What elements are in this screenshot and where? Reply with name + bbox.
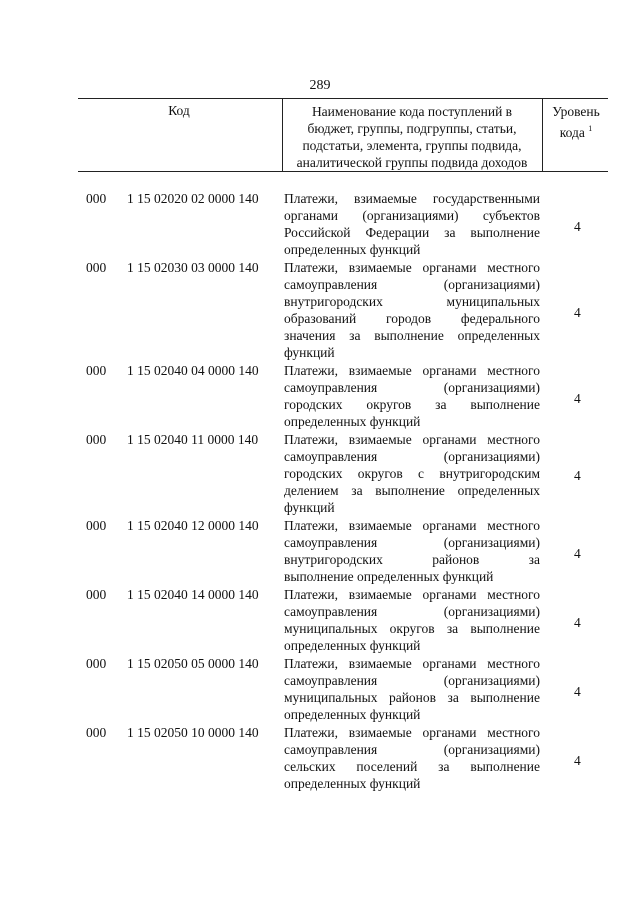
revenue-name: [284, 586, 540, 654]
revenue-code: 1 15 02040 04 0000 140: [127, 363, 259, 378]
code-level: 4: [574, 546, 581, 561]
revenue-name-line: Платежи, взимаемые органами местного: [284, 518, 540, 533]
revenue-name-line: Платежи, взимаемые государственными: [284, 191, 540, 206]
revenue-name-line: образований городов федерального: [284, 311, 540, 326]
column-divider: [282, 99, 283, 171]
revenue-code: 1 15 02050 10 0000 140: [127, 725, 259, 740]
revenue-name-line: самоуправления (организациями): [284, 449, 540, 464]
revenue-name-line: Платежи, взимаемые органами местного: [284, 260, 540, 275]
revenue-name-line: выполнение определенных функций: [284, 569, 494, 584]
revenue-name-line: органами (организациями) субъектов: [284, 208, 540, 223]
revenue-name-line: Платежи, взимаемые органами местного: [284, 363, 540, 378]
revenue-name-line: определенных функций: [284, 707, 421, 722]
revenue-name-line: определенных функций: [284, 242, 421, 257]
header-level-line: [544, 120, 608, 141]
revenue-name-line: функций: [284, 500, 335, 515]
header-level: [544, 103, 608, 141]
page-number: 289: [309, 78, 331, 93]
header-level-line: Уровень: [552, 104, 600, 119]
revenue-name: [284, 190, 540, 258]
revenue-code: 1 15 02030 03 0000 140: [127, 260, 259, 275]
revenue-name-line: делением за выполнение определенных: [284, 483, 540, 498]
revenue-name-line: функций: [284, 345, 335, 360]
table-header: [78, 98, 608, 172]
revenue-name-line: Платежи, взимаемые органами местного: [284, 656, 540, 671]
revenue-name: [284, 517, 540, 585]
revenue-name-line: самоуправления (организациями): [284, 673, 540, 688]
header-name: [284, 103, 540, 171]
admin-code: 000: [86, 260, 107, 275]
revenue-name-line: Российской Федерации за выполнение: [284, 225, 540, 240]
revenue-name: [284, 259, 540, 361]
revenue-name-line: самоуправления (организациями): [284, 604, 540, 619]
header-name-line: аналитической группы подвида доходов: [296, 155, 528, 170]
admin-code: 000: [86, 587, 107, 602]
revenue-name: [284, 724, 540, 792]
admin-code: 000: [86, 363, 107, 378]
revenue-name-line: городских округов с внутригородским: [284, 466, 540, 481]
revenue-name: [284, 362, 540, 430]
revenue-name-line: определенных функций: [284, 776, 421, 791]
admin-code: 000: [86, 432, 107, 447]
revenue-code: 1 15 02040 14 0000 140: [127, 587, 259, 602]
column-divider: [542, 99, 543, 171]
admin-code: 000: [86, 656, 107, 671]
header-code: Код: [168, 103, 190, 118]
header-name-line: Наименование кода поступлений в: [311, 104, 513, 119]
revenue-name-line: самоуправления (организациями): [284, 277, 540, 292]
code-level: 4: [574, 219, 581, 234]
code-level: 4: [574, 615, 581, 630]
revenue-name-line: муниципальных округов за выполнение: [284, 621, 540, 636]
revenue-name-line: муниципальных районов за выполнение: [284, 690, 540, 705]
code-level: 4: [574, 468, 581, 483]
revenue-name-line: Платежи, взимаемые органами местного: [284, 587, 540, 602]
code-level: 4: [574, 305, 581, 320]
code-level: 4: [574, 753, 581, 768]
header-level-label: кода: [559, 125, 585, 140]
revenue-name: [284, 655, 540, 723]
revenue-name-line: самоуправления (организациями): [284, 535, 540, 550]
code-level: 4: [574, 684, 581, 699]
revenue-code: 1 15 02020 02 0000 140: [127, 191, 259, 206]
revenue-code: 1 15 02050 05 0000 140: [127, 656, 259, 671]
revenue-name-line: самоуправления (организациями): [284, 742, 540, 757]
admin-code: 000: [86, 518, 107, 533]
revenue-name-line: значения за выполнение определенных: [284, 328, 540, 343]
revenue-code: 1 15 02040 11 0000 140: [127, 432, 259, 447]
revenue-name-line: городских округов за выполнение: [284, 397, 540, 412]
revenue-name-line: Платежи, взимаемые органами местного: [284, 432, 540, 447]
admin-code: 000: [86, 725, 107, 740]
revenue-name-line: определенных функций: [284, 414, 421, 429]
admin-code: 000: [86, 191, 107, 206]
revenue-name: [284, 431, 540, 516]
revenue-code: 1 15 02040 12 0000 140: [127, 518, 259, 533]
header-name-line: подстатьи, элемента, группы подвида,: [302, 138, 522, 153]
revenue-name-line: определенных функций: [284, 638, 421, 653]
revenue-name-line: сельских поселений за выполнение: [284, 759, 540, 774]
revenue-name-line: Платежи, взимаемые органами местного: [284, 725, 540, 740]
footnote-marker: 1: [588, 124, 593, 133]
header-name-line: бюджет, группы, подгруппы, статьи,: [307, 121, 517, 136]
revenue-name-line: внутригородских муниципальных: [284, 294, 540, 309]
revenue-name-line: самоуправления (организациями): [284, 380, 540, 395]
revenue-name-line: внутригородских районов за: [284, 552, 540, 567]
code-level: 4: [574, 391, 581, 406]
